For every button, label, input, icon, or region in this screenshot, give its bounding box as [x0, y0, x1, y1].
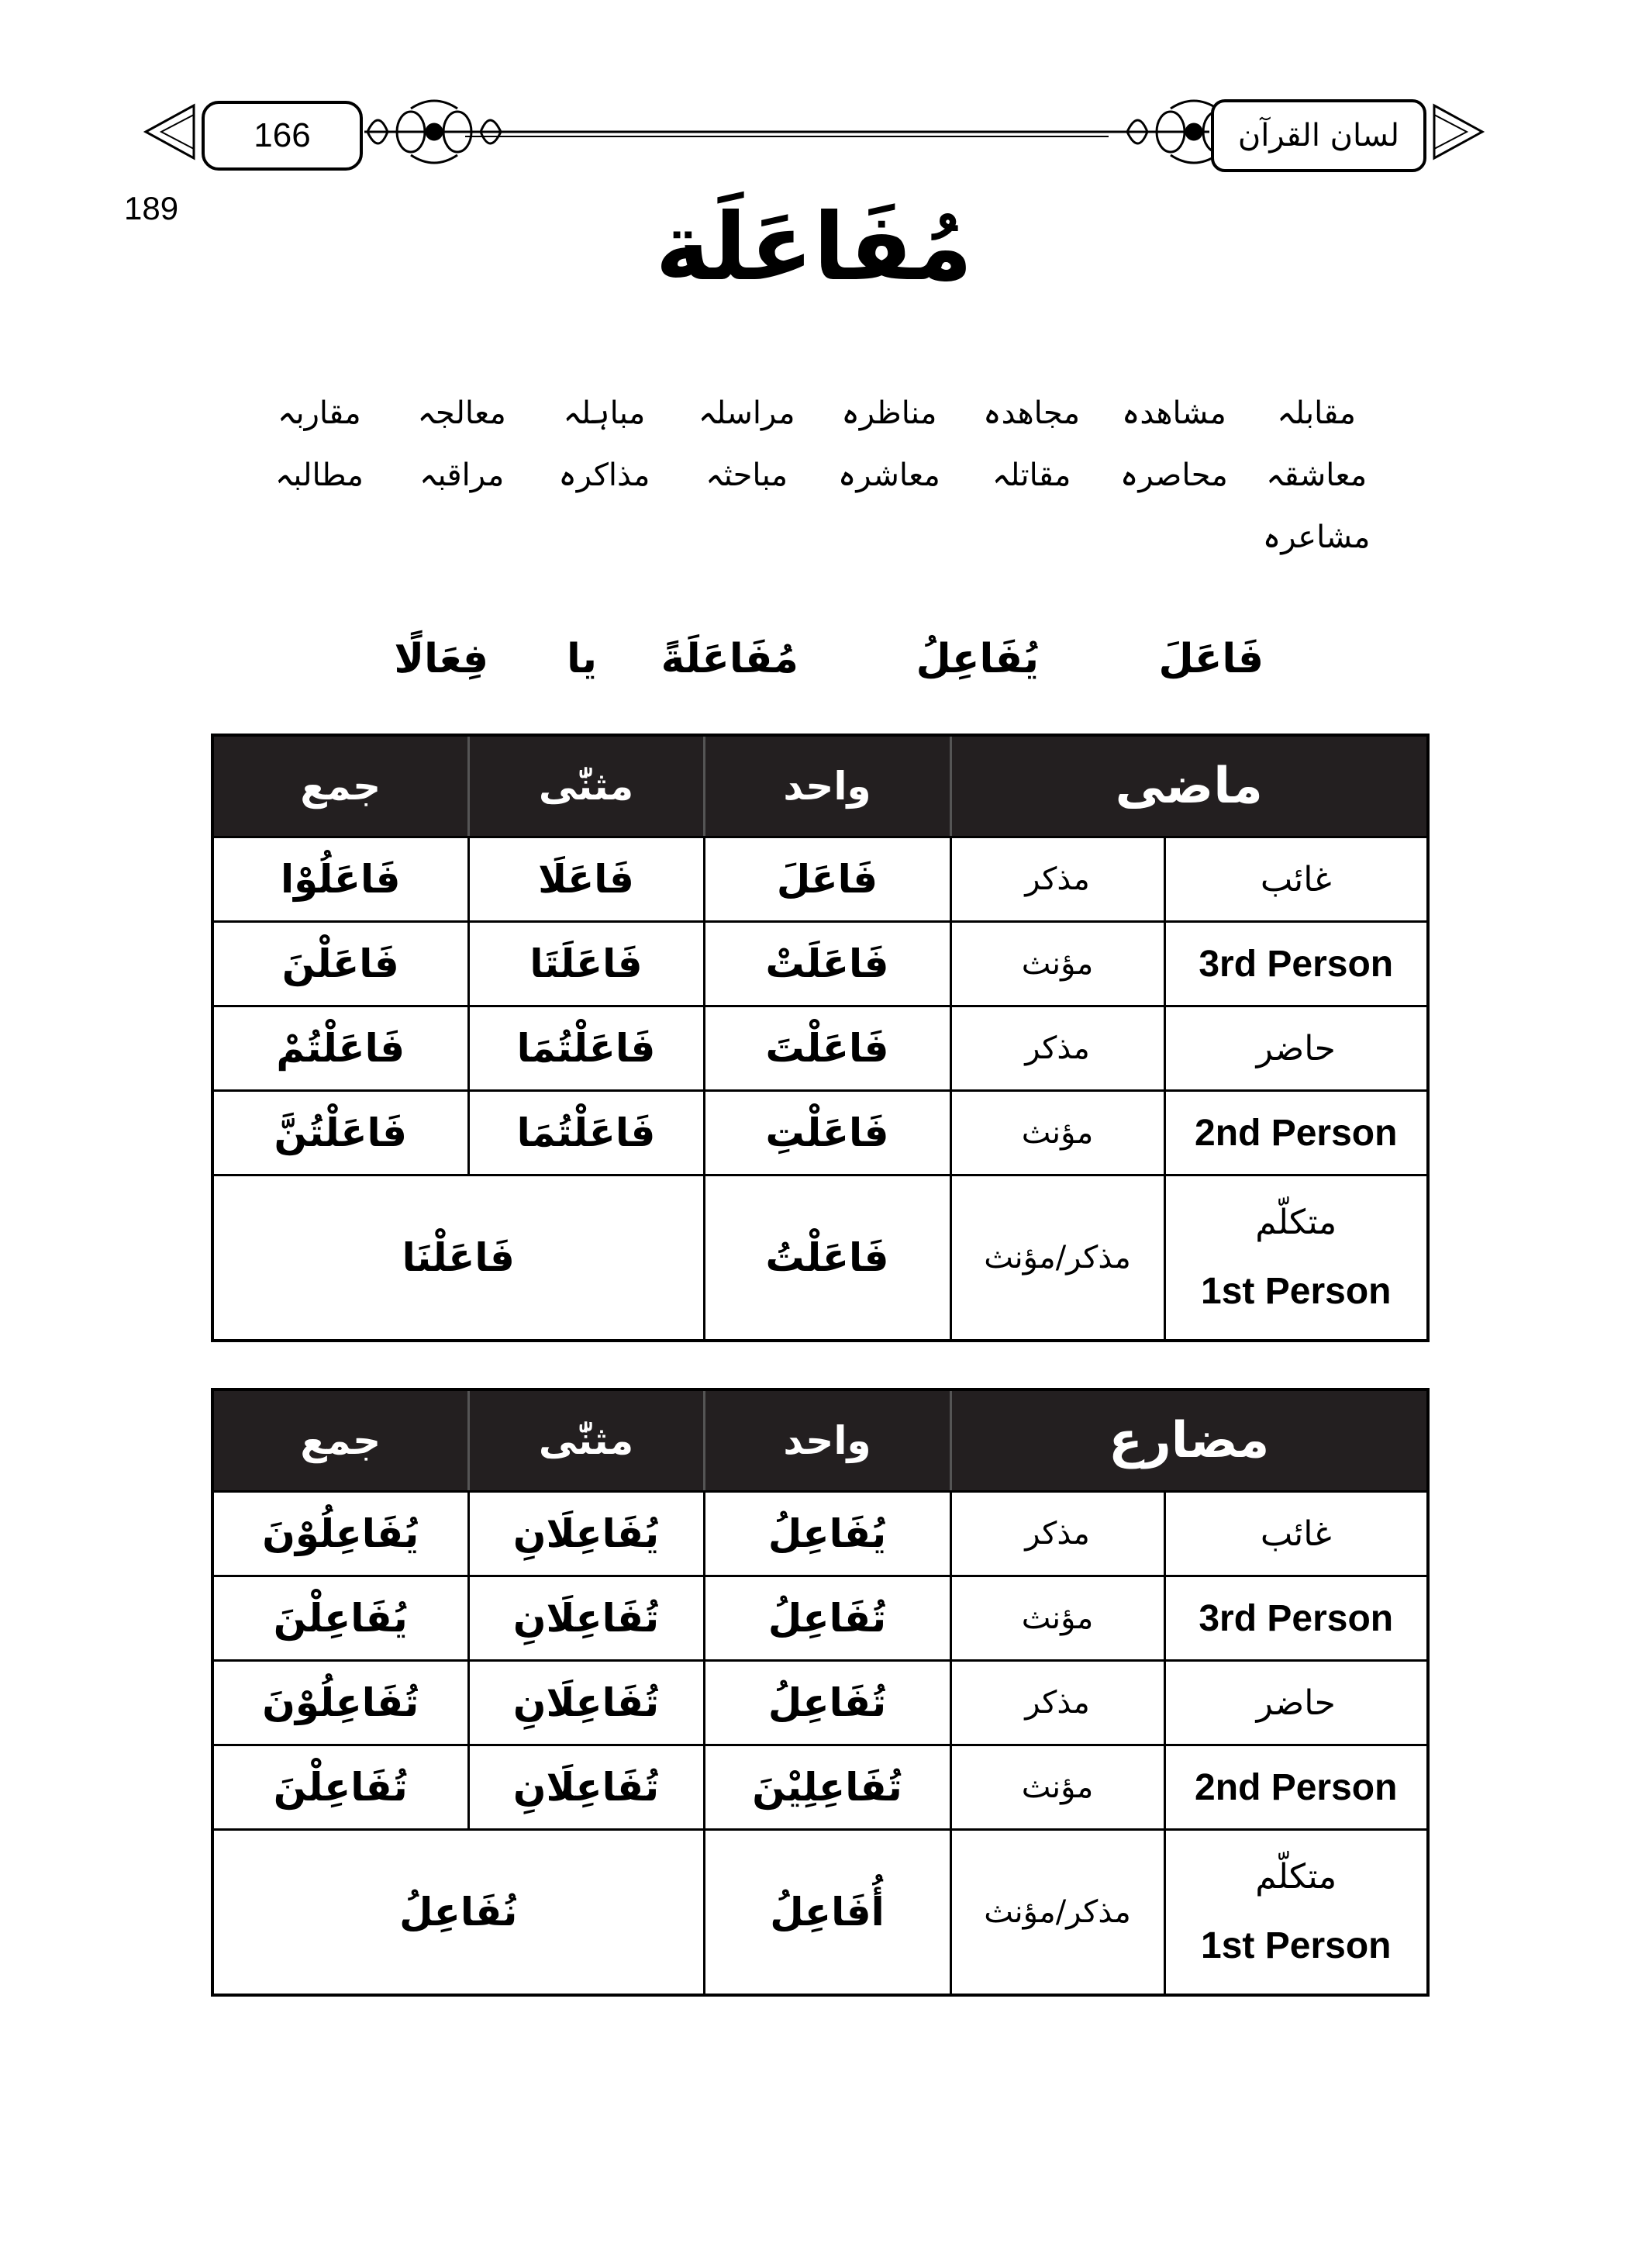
- dual-cell: فَاعَلَتَا: [468, 922, 704, 1006]
- page-header: [140, 91, 1488, 177]
- dual-cell: يُفَاعِلَانِ: [468, 1492, 704, 1576]
- person-cell: 2nd Person: [1164, 1745, 1428, 1830]
- person-cell: [1164, 1175, 1428, 1341]
- book-title: لسان القرآن: [1211, 99, 1426, 172]
- table-row: [212, 1006, 1428, 1091]
- pattern-present: يُفَاعِلُ: [916, 636, 1039, 682]
- list-item: معاشرہ: [837, 457, 940, 493]
- table-row: [212, 1661, 1428, 1745]
- dual-header: مثنّٰی: [468, 1389, 704, 1492]
- dual-cell: فَاعَلْتُمَا: [468, 1091, 704, 1175]
- list-item: مقاتلہ: [992, 457, 1071, 493]
- table-row: [212, 837, 1428, 922]
- table-row: [212, 1745, 1428, 1830]
- gender-cell: مذکر: [950, 837, 1164, 922]
- list-item: معالجہ: [417, 395, 506, 431]
- singular-cell: فَاعَلْتَ: [704, 1006, 950, 1091]
- table-row-first-person: [212, 1830, 1428, 1996]
- list-item: مشاھدہ: [1121, 395, 1226, 431]
- example-word-list: [248, 395, 1388, 555]
- gender-cell: مذکر: [950, 1006, 1164, 1091]
- dual-cell: فَاعَلْتُمَا: [468, 1006, 704, 1091]
- singular-cell: أُفَاعِلُ: [704, 1830, 950, 1996]
- singular-cell: تُفَاعِلُ: [704, 1661, 950, 1745]
- first-person-label-en: 1st Person: [1201, 1271, 1392, 1312]
- person-cell: 2nd Person: [1164, 1091, 1428, 1175]
- person-cell: حاضر: [1164, 1006, 1428, 1091]
- person-cell: 3rd Person: [1164, 1576, 1428, 1661]
- list-item: محاصرہ: [1119, 457, 1228, 493]
- gender-cell: مؤنث: [950, 1576, 1164, 1661]
- plural-cell: فَاعَلْتُمْ: [212, 1006, 468, 1091]
- gender-cell: مذکر/مؤنث: [950, 1830, 1164, 1996]
- pattern-or: یا: [566, 636, 597, 682]
- verb-pattern: [326, 636, 1295, 706]
- plural-cell: فَاعَلْنَ: [212, 922, 468, 1006]
- plural-header: جمع: [212, 735, 468, 837]
- pattern-alt-masdar: فِعَالًا: [394, 636, 488, 682]
- pattern-past: فَاعَلَ: [1158, 636, 1264, 682]
- dual-cell: تُفَاعِلَانِ: [468, 1661, 704, 1745]
- page-number: 166: [202, 101, 363, 171]
- table-row: [212, 1492, 1428, 1576]
- list-item: مقابلہ: [1277, 395, 1356, 431]
- madi-conjugation-table: [211, 734, 1430, 1342]
- plural-cell: تُفَاعِلْنَ: [212, 1745, 468, 1830]
- chapter-title: مُفَاعَلَة: [655, 194, 973, 302]
- singular-header: واحد: [704, 735, 950, 837]
- list-item: مطالبہ: [274, 457, 364, 493]
- singular-cell: فَاعَلَتْ: [704, 922, 950, 1006]
- plural-cell: نُفَاعِلُ: [212, 1830, 704, 1996]
- list-item: مشاعرہ: [1262, 520, 1371, 555]
- first-person-label-en: 1st Person: [1201, 1925, 1392, 1966]
- plural-header: جمع: [212, 1389, 468, 1492]
- person-cell: حاضر: [1164, 1661, 1428, 1745]
- singular-header: واحد: [704, 1389, 950, 1492]
- mudari-conjugation-table: [211, 1388, 1430, 1997]
- person-cell: 3rd Person: [1164, 922, 1428, 1006]
- table-header-row: [212, 735, 1428, 837]
- table-row: [212, 922, 1428, 1006]
- table-row: [212, 1091, 1428, 1175]
- plural-cell: فَاعَلْتُنَّ: [212, 1091, 468, 1175]
- plural-cell: تُفَاعِلُوْنَ: [212, 1661, 468, 1745]
- tense-header: ماضی: [950, 735, 1428, 837]
- list-item: مقاربہ: [278, 395, 361, 431]
- plural-cell: فَاعَلُوْا: [212, 837, 468, 922]
- singular-cell: فَاعَلَ: [704, 837, 950, 922]
- person-cell: غائب: [1164, 1492, 1428, 1576]
- folio-number: 189: [124, 190, 179, 226]
- dual-cell: فَاعَلَا: [468, 837, 704, 922]
- singular-cell: فَاعَلْتِ: [704, 1091, 950, 1175]
- list-item: مراقبہ: [419, 457, 505, 493]
- list-item: معاشقہ: [1266, 457, 1368, 493]
- gender-cell: مذکر/مؤنث: [950, 1175, 1164, 1341]
- singular-cell: يُفَاعِلُ: [704, 1492, 950, 1576]
- plural-cell: يُفَاعِلْنَ: [212, 1576, 468, 1661]
- list-item: مراسلہ: [698, 395, 795, 431]
- list-item: مباہلہ: [563, 395, 646, 431]
- pattern-masdar: مُفَاعَلَةً: [661, 636, 798, 682]
- table-row: [212, 1576, 1428, 1661]
- dual-cell: تُفَاعِلَانِ: [468, 1576, 704, 1661]
- gender-cell: مؤنث: [950, 922, 1164, 1006]
- first-person-label: متکلّم: [1255, 1857, 1337, 1897]
- first-person-label: متکلّم: [1255, 1203, 1337, 1242]
- dual-cell: تُفَاعِلَانِ: [468, 1745, 704, 1830]
- person-cell: [1164, 1830, 1428, 1996]
- plural-cell: يُفَاعِلُوْنَ: [212, 1492, 468, 1576]
- gender-cell: مذکر: [950, 1661, 1164, 1745]
- list-item: مباحثہ: [705, 457, 788, 493]
- list-item: مذاکرہ: [558, 457, 650, 493]
- gender-cell: مذکر: [950, 1492, 1164, 1576]
- table-header-row: [212, 1389, 1428, 1492]
- singular-cell: تُفَاعِلِيْنَ: [704, 1745, 950, 1830]
- list-item: مناظرہ: [841, 395, 937, 431]
- gender-cell: مؤنث: [950, 1745, 1164, 1830]
- gender-cell: مؤنث: [950, 1091, 1164, 1175]
- table-row-first-person: [212, 1175, 1428, 1341]
- tense-header: مضارع: [950, 1389, 1428, 1492]
- singular-cell: تُفَاعِلُ: [704, 1576, 950, 1661]
- list-item: مجاھدہ: [983, 395, 1081, 431]
- plural-cell: فَاعَلْنَا: [212, 1175, 704, 1341]
- dual-header: مثنّٰی: [468, 735, 704, 837]
- person-cell: غائب: [1164, 837, 1428, 922]
- singular-cell: فَاعَلْتُ: [704, 1175, 950, 1341]
